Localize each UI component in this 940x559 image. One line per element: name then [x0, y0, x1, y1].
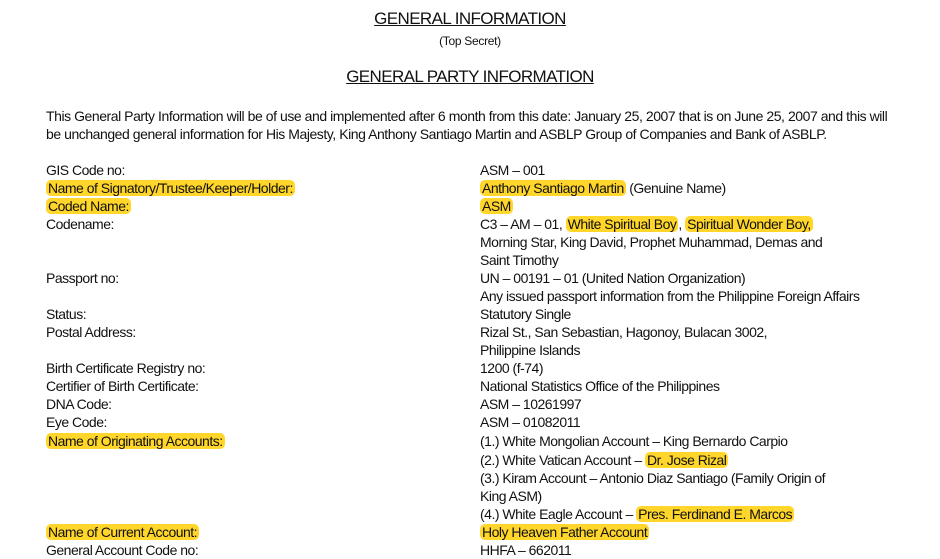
passport-value: UN – 00191 – 01 (United Nation Organization) [480, 270, 746, 286]
highlight: Pres. Ferdinand E. Marcos [638, 506, 793, 522]
highlight: Holy Heaven Father Account [482, 524, 648, 540]
signatory-label [46, 179, 295, 197]
originating-account-item [480, 505, 794, 523]
coded-name-label [46, 197, 131, 215]
originating-account-item: (1.) White Mongolian Account – King Bernardo Carpio [480, 433, 788, 449]
signatory-value [480, 179, 726, 197]
dna-code-label: DNA Code: [46, 396, 112, 412]
general-account-label: General Account Code no: [46, 542, 199, 558]
highlight: Anthony Santiago Martin [482, 180, 624, 196]
gis-code-value: ASM – 001 [480, 162, 545, 178]
status-value: Statutory Single [480, 306, 571, 322]
coded-name-value [480, 197, 513, 215]
highlight: Dr. Jose Rizal [647, 452, 727, 468]
dna-code-value: ASM – 10261997 [480, 396, 582, 412]
classification-note: (Top Secret) [439, 34, 501, 48]
birth-registry-label: Birth Certificate Registry no: [46, 360, 206, 376]
postal-label: Postal Address: [46, 324, 136, 340]
birth-registry-value: 1200 (f-74) [480, 360, 543, 376]
codename-separator: , [678, 216, 686, 232]
signatory-note: (Genuine Name) [625, 180, 726, 196]
account-prefix: (2.) White Vatican Account – [480, 452, 645, 468]
account-prefix: (4.) White Eagle Account – [480, 506, 637, 522]
codename-prefix: C3 – AM – 01, [480, 216, 566, 232]
highlight: Name of Current Account: [48, 524, 198, 540]
highlight: ASM [482, 198, 511, 214]
highlight: White Spiritual Boy [567, 216, 677, 232]
codename-line: Morning Star, King David, Prophet Muhammad, Demas and [480, 234, 823, 250]
document-title: GENERAL INFORMATION [374, 9, 566, 28]
current-account-label [46, 523, 199, 541]
codename-line: Saint Timothy [480, 252, 559, 268]
codename-value [480, 215, 813, 233]
eye-code-value: ASM – 01082011 [480, 414, 581, 430]
highlight: Coded Name: [48, 198, 129, 214]
passport-label: Passport no: [46, 270, 119, 286]
intro-line: be unchanged general information for His Majesty, King Anthony Santiago Martin and ASBLP Group of Companies and Bank of ASBLP. [46, 126, 827, 142]
postal-value-line: Philippine Islands [480, 342, 580, 358]
highlight: Name of Originating Accounts: [48, 433, 223, 449]
eye-code-label: Eye Code: [46, 414, 107, 430]
highlight: Spiritual Wonder Boy, [687, 216, 811, 232]
originating-accounts-label [46, 432, 225, 450]
birth-certifier-label: Certifier of Birth Certificate: [46, 378, 199, 394]
passport-value-line: Any issued passport information from the Philippine Foreign Affairs [480, 288, 860, 304]
originating-account-item: (3.) Kiram Account – Antonio Diaz Santiago (Family Origin of [480, 470, 826, 486]
gis-code-label: GIS Code no: [46, 162, 125, 178]
current-account-value [480, 523, 649, 541]
codename-label: Codename: [46, 216, 114, 232]
originating-account-item-line: King ASM) [480, 488, 542, 504]
status-label: Status: [46, 306, 87, 322]
section-title: GENERAL PARTY INFORMATION [346, 67, 594, 86]
highlight: Name of Signatory/Trustee/Keeper/Holder: [48, 180, 293, 196]
intro-paragraph [46, 107, 914, 143]
originating-account-item [480, 451, 728, 469]
intro-line: This General Party Information will be of use and implemented after 6 month from this date: January 25, 2007 that is on June 25, 2007 and this will [46, 108, 888, 124]
postal-value: Rizal St., San Sebastian, Hagonoy, Bulacan 3002, [480, 324, 768, 340]
birth-certifier-value: National Statistics Office of the Philippines [480, 378, 720, 394]
general-account-value: HHFA – 662011 [480, 542, 572, 558]
